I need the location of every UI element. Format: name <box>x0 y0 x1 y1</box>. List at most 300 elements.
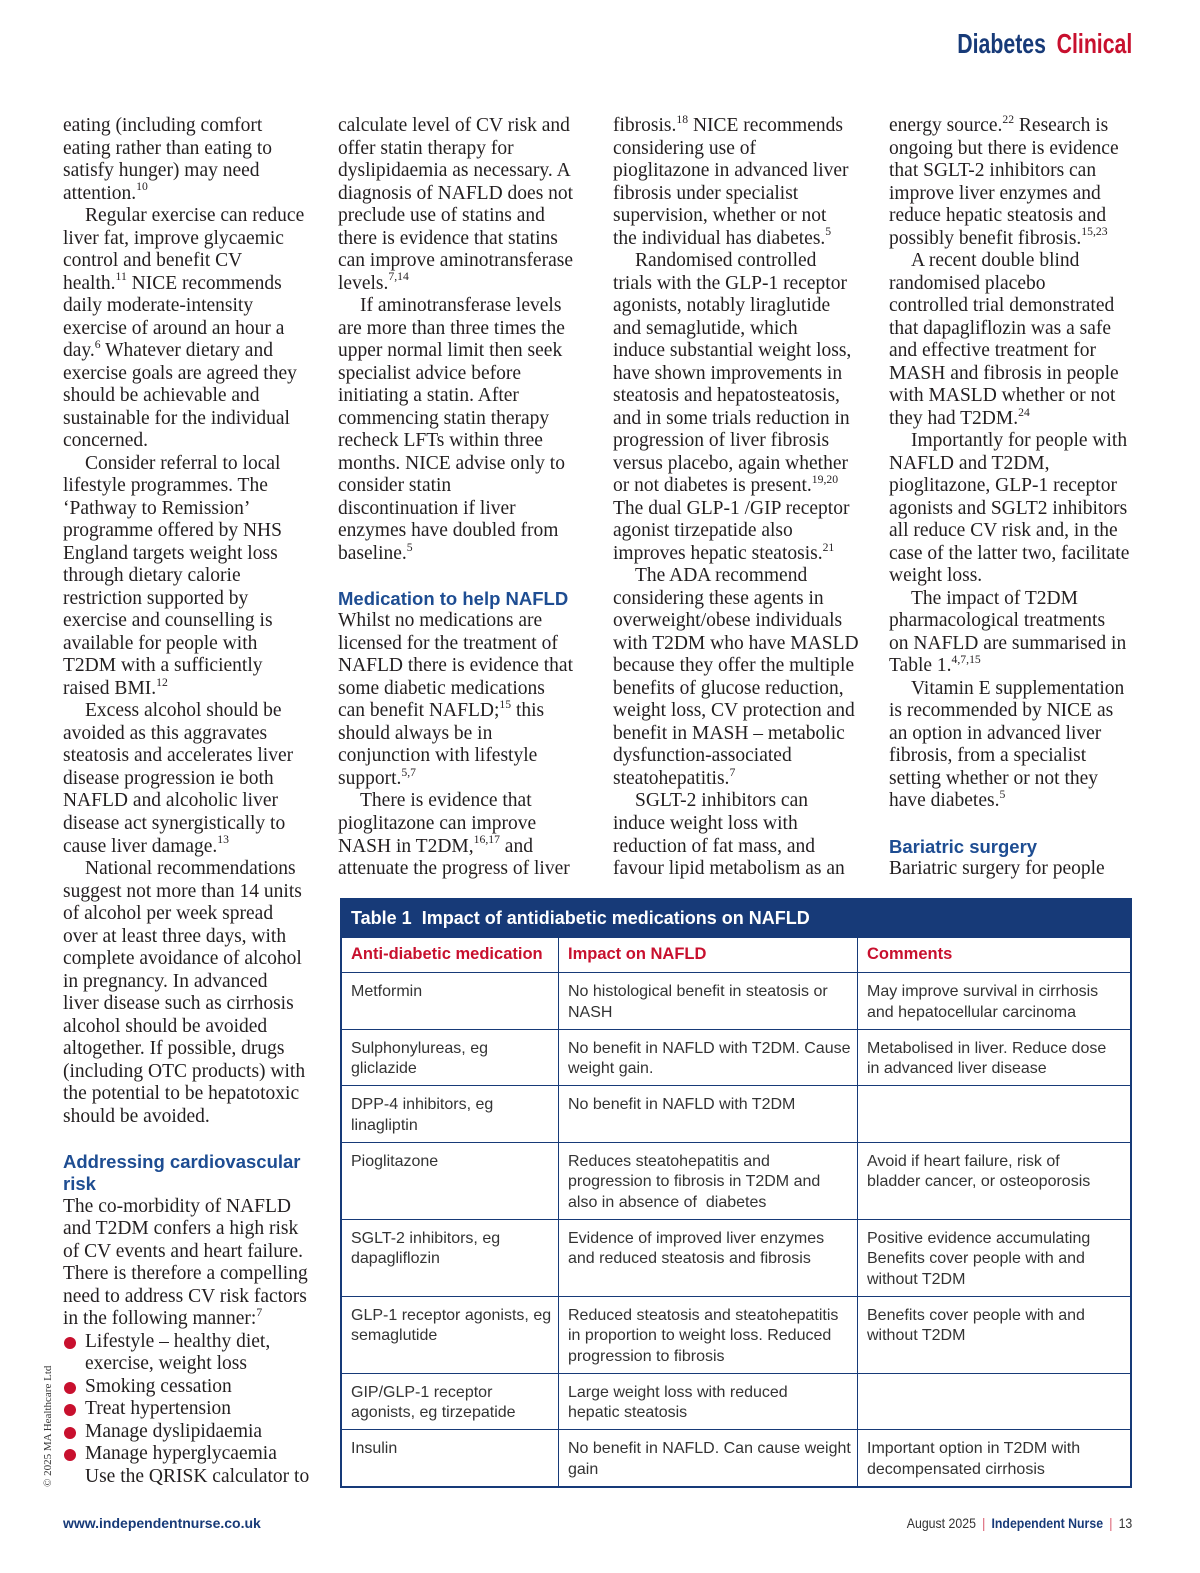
table-row-sulphonylureas <box>342 1029 1130 1086</box>
text-line: commencing statin therapy <box>338 407 550 429</box>
text-line: progression of liver fibrosis <box>613 430 830 452</box>
paragraph <box>889 858 1141 881</box>
text-line: Manage dyslipidaemia <box>85 1420 263 1442</box>
text-line: pioglitazone can improve <box>338 812 537 834</box>
paragraph <box>63 1196 315 1331</box>
text-line: agonists, eg tirzepatide <box>351 1404 516 1421</box>
bullet-icon <box>64 1427 76 1439</box>
text-line: suggest not more than 14 units <box>63 880 302 902</box>
table-row-insulin <box>342 1429 1130 1486</box>
text-line: pharmacological treatments <box>889 610 1106 632</box>
text-line: and semaglutide, which <box>613 317 798 339</box>
text-line: reduce hepatic steatosis and <box>889 205 1107 227</box>
text-line: versus placebo, again whether <box>613 452 848 474</box>
text-line: cause liver damage.$^{13}$ <box>63 833 229 857</box>
table-row-glp1 <box>342 1296 1130 1373</box>
text-line: upper normal limit then seek <box>338 340 563 362</box>
text-line: sustainable for the individual <box>63 407 290 429</box>
text-line: Avoid if heart failure, risk of <box>867 1152 1060 1170</box>
reference-superscript: 21 <box>822 540 835 554</box>
text-line: the individual has diabetes.$^5$ <box>613 225 832 249</box>
text-line: have diabetes.$^5$ <box>889 788 1006 812</box>
text-line: in pregnancy. In advanced <box>63 970 268 992</box>
text-line: licensed for the treatment of <box>338 632 558 654</box>
table-row-pioglitazone <box>342 1142 1130 1219</box>
text-line: case of the latter two, facilitate <box>889 542 1130 564</box>
text-line: liver fat, improve glycaemic <box>63 227 284 249</box>
text-line: hepatic steatosis <box>568 1404 688 1421</box>
paragraph <box>63 858 315 1128</box>
text-line: should be avoided. <box>63 1105 210 1127</box>
article-column-1 <box>63 115 315 1488</box>
text-line: energy source.$^{22}$ Research is <box>889 112 1109 136</box>
text-line: baseline.$^5$ <box>338 540 413 564</box>
text-line: NASH <box>568 1003 613 1021</box>
comments-cell <box>858 1374 1130 1430</box>
comments-cell <box>858 1086 1130 1142</box>
text-line: should be achievable and <box>63 385 260 407</box>
reference-superscript: 7 <box>256 1306 263 1320</box>
text-line: (including OTC products) with <box>63 1060 306 1082</box>
text-line: and in some trials reduction in <box>613 407 850 429</box>
table-row-metformin <box>342 972 1130 1029</box>
text-line: Excess alcohol should be <box>85 700 282 722</box>
medications-table <box>340 898 1132 1488</box>
text-line: weight loss, CV protection and <box>613 700 855 722</box>
text-line: agonists, notably liraglutide <box>613 295 831 317</box>
impact-cell <box>559 1374 858 1430</box>
text-line: are more than three times the <box>338 317 565 339</box>
text-line: Benefits cover people with and <box>867 1306 1085 1324</box>
paragraph <box>889 678 1141 813</box>
table-label: Table 1 <box>351 908 412 928</box>
text-line: NASH in T2DM,$^{16,17}$ and <box>338 833 533 857</box>
text-line: considering use of <box>613 137 756 159</box>
text-line: in advanced liver disease <box>867 1060 1047 1077</box>
text-line: eating rather than eating to <box>63 137 272 159</box>
text-line: over at least three days, with <box>63 925 287 947</box>
medication-cell <box>342 1430 559 1486</box>
text-line: restriction supported by <box>63 587 249 609</box>
text-line: NAFLD and T2DM, <box>889 452 1050 474</box>
text-line: programme offered by NHS <box>63 520 282 542</box>
text-line: Randomised controlled <box>635 250 817 272</box>
paragraph <box>63 453 315 701</box>
text-line: disease act synergistically to <box>63 812 286 834</box>
text-line: randomised placebo <box>889 272 1046 294</box>
reference-superscript: 13 <box>217 833 229 847</box>
comments-cell <box>858 1220 1130 1296</box>
text-line: Smoking cessation <box>85 1375 232 1397</box>
text-line: some diabetic medications <box>338 677 545 699</box>
text-line: Consider referral to local <box>85 452 281 474</box>
reference-superscript: 11 <box>115 270 127 284</box>
text-line: DPP-4 inhibitors, eg <box>351 1096 494 1113</box>
comments-cell <box>858 1030 1130 1086</box>
bullet-icon <box>64 1382 76 1394</box>
text-line: raised BMI.$^{12}$ <box>63 675 168 699</box>
text-line: Addressing cardiovascular <box>63 1150 301 1172</box>
text-line: need to address CV risk factors <box>63 1285 307 1307</box>
text-line: trials with the GLP-1 receptor <box>613 272 847 294</box>
text-line: The impact of T2DM <box>911 587 1078 609</box>
medication-cell <box>342 973 559 1029</box>
text-line: setting whether or not they <box>889 767 1099 789</box>
text-line: daily moderate-intensity <box>63 295 254 317</box>
text-line: through dietary calorie <box>63 565 241 587</box>
header-comments: Comments <box>867 945 953 963</box>
text-line: steatohepatitis.$^7$ <box>613 765 736 789</box>
text-line: satisfy hunger) may need <box>63 160 260 182</box>
text-line: is recommended by NICE as <box>889 700 1114 722</box>
text-line: that dapagliflozin was a safe <box>889 317 1111 339</box>
folio <box>906 1514 1132 1532</box>
reference-superscript: 7,14 <box>388 270 409 284</box>
text-line: in proportion to weight loss. Reduced <box>568 1327 832 1344</box>
text-line: Importantly for people with <box>911 430 1128 452</box>
text-line: considering these agents in <box>613 587 824 609</box>
text-line: Positive evidence accumulating <box>867 1229 1091 1247</box>
text-line: recheck LFTs within three <box>338 430 543 452</box>
text-line: decompensated cirrhosis <box>867 1460 1045 1478</box>
table-row-dpp4 <box>342 1085 1130 1142</box>
text-line: an option in advanced liver <box>889 722 1102 744</box>
text-line: that SGLT-2 inhibitors can <box>889 160 1097 182</box>
text-line: Important option in T2DM with <box>867 1440 1081 1457</box>
folio-separator: | <box>981 1515 986 1531</box>
text-line: controlled trial demonstrated <box>889 295 1115 317</box>
text-line: The dual GLP-1 /GIP receptor <box>613 497 850 519</box>
paragraph <box>613 250 865 565</box>
text-line: ‘Pathway to Remission’ <box>63 497 251 519</box>
text-line: No benefit in NAFLD with T2DM <box>568 1096 796 1113</box>
text-line: SGLT-2 inhibitors can <box>635 790 808 812</box>
text-line: dapagliflozin <box>351 1250 440 1267</box>
reference-superscript: 18 <box>676 112 689 126</box>
text-line: of alcohol per week spread <box>63 903 274 925</box>
text-line: and effective treatment for <box>889 340 1096 362</box>
text-line: ongoing but there is evidence <box>889 137 1119 159</box>
bullet-icon <box>64 1449 76 1461</box>
medication-cell <box>342 1086 559 1142</box>
copyright-notice: © 2025 MA Healthcare Ltd <box>42 1365 54 1487</box>
text-line: pioglitazone in advanced liver <box>613 160 849 182</box>
bullet-item <box>63 1421 315 1444</box>
text-line: attention.$^{10}$ <box>63 180 148 204</box>
text-line: all reduce CV risk and, in the <box>889 520 1118 542</box>
text-line: Metformin <box>351 983 423 1000</box>
text-line: England targets weight loss <box>63 542 278 564</box>
text-line: supervision, whether or not <box>613 205 827 227</box>
text-line: induce substantial weight loss, <box>613 340 852 362</box>
text-line: linagliptin <box>351 1116 418 1134</box>
paragraph <box>613 565 865 790</box>
text-line: liver disease such as cirrhosis <box>63 993 294 1015</box>
text-line: fibrosis under specialist <box>613 182 799 204</box>
medication-cell <box>342 1374 559 1430</box>
text-line: initiating a statin. After <box>338 385 519 407</box>
text-line: Sulphonylureas, eg <box>351 1039 488 1057</box>
text-line: and T2DM confers a high risk <box>63 1218 299 1240</box>
text-line: of CV events and heart failure. <box>63 1240 304 1262</box>
text-line: levels.$^{7,14}$ <box>338 270 409 294</box>
text-line: Evidence of improved liver enzymes <box>568 1229 825 1247</box>
text-line: Lifestyle – healthy diet, <box>85 1330 271 1352</box>
impact-cell <box>559 1430 858 1486</box>
text-line: NAFLD and alcoholic liver <box>63 790 278 812</box>
table-row-sglt2 <box>342 1219 1130 1296</box>
text-line: Table 1.$^{4,7,15}$ <box>889 653 981 677</box>
reference-superscript: 10 <box>136 180 148 194</box>
text-line: induce weight loss with <box>613 812 798 834</box>
text-line: GIP/GLP-1 receptor <box>351 1383 493 1401</box>
text-line: in the following manner:$^7$ <box>63 1306 263 1330</box>
masthead-subsection: Clinical <box>1056 28 1132 59</box>
text-line: weight loss. <box>889 565 983 587</box>
text-line: fibrosis, from a specialist <box>889 745 1087 767</box>
text-line: improve liver enzymes and <box>889 182 1101 204</box>
reference-superscript: 12 <box>156 675 168 689</box>
text-line: Metabolised in liver. Reduce dose <box>867 1039 1107 1057</box>
header-impact: Impact on NAFLD <box>559 938 858 972</box>
text-line: semaglutide <box>351 1327 438 1344</box>
text-line: There is evidence that <box>360 790 532 812</box>
website-link[interactable]: www.independentnurse.co.uk <box>63 1515 261 1531</box>
text-line: steatosis and accelerates liver <box>63 745 294 767</box>
text-line: with T2DM who have MASLD <box>613 632 859 654</box>
paragraph <box>338 790 590 880</box>
text-line: The ADA recommend <box>635 565 808 587</box>
text-line: overweight/obese individuals <box>613 610 843 632</box>
paragraph <box>338 295 590 565</box>
text-line: agonist tirzepatide also <box>613 520 793 542</box>
text-line: lifestyle programmes. The <box>63 475 268 497</box>
text-line: Manage hyperglycaemia <box>85 1443 277 1465</box>
impact-cell <box>559 1143 858 1219</box>
text-line: day.$^6$ Whatever dietary and <box>63 337 273 362</box>
text-line: calculate level of CV risk and <box>338 115 570 136</box>
text-line: SGLT-2 inhibitors, eg <box>351 1229 501 1247</box>
text-line: benefits of glucose reduction, <box>613 677 844 699</box>
text-line: available for people with <box>63 632 258 654</box>
bullet-item <box>63 1443 315 1466</box>
text-line: Pioglitazone <box>351 1152 439 1170</box>
bullet-icon <box>64 1404 76 1416</box>
text-line: A recent double blind <box>911 250 1080 272</box>
article-column-4 <box>889 112 1141 881</box>
paragraph <box>338 610 590 790</box>
bullet-icon <box>64 1337 76 1349</box>
text-line: avoided as this aggravates <box>63 722 268 744</box>
paragraph <box>889 588 1141 678</box>
text-line: Use the QRISK calculator to <box>85 1465 310 1487</box>
text-line: they had T2DM.$^{24}$ <box>889 405 1030 429</box>
text-line: benefit in MASH – metabolic <box>613 722 845 744</box>
text-line: specialist advice before <box>338 362 521 384</box>
paragraph <box>63 1466 315 1489</box>
comments-cell <box>858 973 1130 1029</box>
text-line: dyslipidaemia as necessary. A <box>338 160 571 182</box>
text-line: Vitamin E supplementation <box>911 677 1125 699</box>
text-line: and reduced steatosis and fibrosis <box>568 1250 811 1267</box>
comments-cell <box>858 1430 1130 1486</box>
text-line: exercise, weight loss <box>85 1353 247 1375</box>
text-line: can improve aminotransferase <box>338 250 573 272</box>
issue-date: August 2025 <box>906 1515 976 1531</box>
text-line: without T2DM <box>867 1327 966 1344</box>
text-line: Bariatric surgery for people <box>889 858 1105 880</box>
medication-cell <box>342 1220 559 1296</box>
impact-cell <box>559 1086 858 1142</box>
paragraph <box>889 430 1141 588</box>
reference-superscript: 19,20 <box>811 473 839 487</box>
text-line: possibly benefit fibrosis.$^{15,23}$ <box>889 225 1108 249</box>
paragraph <box>63 205 315 453</box>
text-line: agonists and SGLT2 inhibitors <box>889 497 1128 519</box>
text-line: There is therefore a compelling <box>63 1263 308 1285</box>
reference-superscript: 5,7 <box>401 765 416 779</box>
text-line: should always be in <box>338 722 493 744</box>
bullet-item <box>63 1331 315 1376</box>
text-line: Treat hypertension <box>85 1398 232 1420</box>
impact-cell <box>559 973 858 1029</box>
text-line: or not diabetes is present.$^{19,20}$ <box>613 473 839 497</box>
text-line: can benefit NAFLD;$^{15}$ this <box>338 698 545 722</box>
text-line: pioglitazone, GLP-1 receptor <box>889 475 1117 497</box>
text-line: No benefit in NAFLD. Can cause weight <box>568 1440 851 1457</box>
reference-superscript: 16,17 <box>473 833 500 847</box>
text-line: weight gain. <box>568 1060 654 1077</box>
paragraph <box>889 112 1141 250</box>
text-line: Bariatric surgery <box>889 835 1038 857</box>
text-line: with MASLD whether or not <box>889 385 1116 407</box>
bullet-item <box>63 1376 315 1399</box>
text-line: dysfunction-associated <box>613 745 792 767</box>
text-line: T2DM with a sufficiently <box>63 655 263 677</box>
text-line: GLP-1 receptor agonists, eg <box>351 1306 552 1324</box>
text-line: concerned. <box>63 430 148 452</box>
text-line: Regular exercise can reduce <box>85 205 305 227</box>
text-line: health.$^{11}$ NICE recommends <box>63 270 282 294</box>
impact-cell <box>559 1220 858 1296</box>
text-line: Large weight loss with reduced <box>568 1383 788 1401</box>
text-line: Reduced steatosis and steatohepatitis <box>568 1306 839 1324</box>
text-line: fibrosis.$^{18}$ NICE recommends <box>613 112 843 136</box>
text-line: discontinuation if liver <box>338 497 516 519</box>
text-line: If aminotransferase levels <box>360 295 562 317</box>
reference-superscript: 15 <box>499 698 512 712</box>
text-line: Whilst no medications are <box>338 610 543 632</box>
text-line: consider statin <box>338 475 452 497</box>
section-heading <box>338 588 590 611</box>
text-line: months. NICE advise only to <box>338 452 565 474</box>
text-line: favour lipid metabolism as an <box>613 858 845 880</box>
impact-cell <box>559 1030 858 1086</box>
text-line: because they offer the multiple <box>613 655 855 677</box>
comments-cell <box>858 1297 1130 1373</box>
reference-superscript: 5 <box>999 788 1006 802</box>
text-line: preclude use of statins and <box>338 205 545 227</box>
text-line: Insulin <box>351 1440 398 1457</box>
text-line: without T2DM <box>867 1270 966 1288</box>
paragraph <box>613 790 865 880</box>
text-line: offer statin therapy for <box>338 137 514 159</box>
text-line: diagnosis of NAFLD does not <box>338 182 574 204</box>
text-line: there is evidence that statins <box>338 227 558 249</box>
text-line: exercise goals are agreed they <box>63 362 297 384</box>
paragraph <box>63 115 315 205</box>
paragraph <box>338 115 590 295</box>
text-line: alcohol should be avoided <box>63 1015 268 1037</box>
table-header-row <box>342 938 1130 972</box>
text-line: risk <box>63 1173 96 1195</box>
text-line: also in absence of diabetes <box>568 1193 767 1211</box>
text-line: attenuate the progress of liver <box>338 858 570 880</box>
table-row-gip-glp1 <box>342 1373 1130 1430</box>
section-heading <box>63 1151 315 1196</box>
text-line: No benefit in NAFLD with T2DM. Cause <box>568 1039 851 1057</box>
text-line: The co-morbidity of NAFLD <box>63 1195 292 1217</box>
text-line: progression to fibrosis <box>568 1347 725 1365</box>
medication-cell <box>342 1297 559 1373</box>
article-column-3 <box>613 112 865 881</box>
reference-superscript: 5 <box>406 540 413 554</box>
text-line: gliclazide <box>351 1060 417 1077</box>
text-line: progression to fibrosis in T2DM and <box>568 1173 821 1190</box>
article-column-2 <box>338 115 590 881</box>
text-line: disease progression ie both <box>63 767 274 789</box>
text-line: steatosis and hepatosteatosis, <box>613 385 840 407</box>
text-line: on NAFLD are summarised in <box>889 632 1127 654</box>
text-line: MASH and fibrosis in people <box>889 362 1119 384</box>
reference-superscript: 15,23 <box>1081 225 1108 239</box>
text-line: the potential to be hepatotoxic <box>63 1083 300 1105</box>
header-medication: Anti-diabetic medication <box>342 938 559 972</box>
reference-superscript: 5 <box>825 225 832 239</box>
paragraph <box>889 250 1141 430</box>
section-masthead <box>957 27 1132 61</box>
comments-cell <box>858 1143 1130 1219</box>
text-line: Benefits cover people with and <box>867 1250 1085 1267</box>
table-title: Impact of antidiabetic medications on NAFLD <box>421 908 810 928</box>
text-line: conjunction with lifestyle <box>338 745 538 767</box>
text-line: altogether. If possible, drugs <box>63 1038 285 1060</box>
text-line: gain <box>568 1460 599 1478</box>
text-line: and hepatocellular carcinoma <box>867 1003 1077 1021</box>
masthead-section: Diabetes <box>956 28 1046 59</box>
text-line: NAFLD there is evidence that <box>338 655 574 677</box>
magazine-name: Independent Nurse <box>991 1515 1103 1531</box>
text-line: complete avoidance of alcohol <box>63 948 302 970</box>
reference-superscript: 24 <box>1018 405 1030 419</box>
text-line: control and benefit CV <box>63 250 243 272</box>
page-number: 13 <box>1118 1515 1132 1531</box>
text-line: National recommendations <box>85 858 296 880</box>
reference-superscript: 22 <box>1002 112 1015 126</box>
text-line: No histological benefit in steatosis or <box>568 983 828 1000</box>
text-line: have shown improvements in <box>613 362 843 384</box>
bullet-list <box>63 1331 315 1466</box>
section-heading <box>889 836 1141 859</box>
paragraph <box>613 112 865 250</box>
text-line: enzymes have doubled from <box>338 520 559 542</box>
text-line: bladder cancer, or osteoporosis <box>867 1173 1091 1190</box>
text-line: Medication to help NAFLD <box>338 587 569 609</box>
reference-superscript: 6 <box>94 337 101 351</box>
text-line: improves hepatic steatosis.$^{21}$ <box>613 540 835 564</box>
bullet-item <box>63 1398 315 1421</box>
text-line: exercise of around an hour a <box>63 317 285 339</box>
